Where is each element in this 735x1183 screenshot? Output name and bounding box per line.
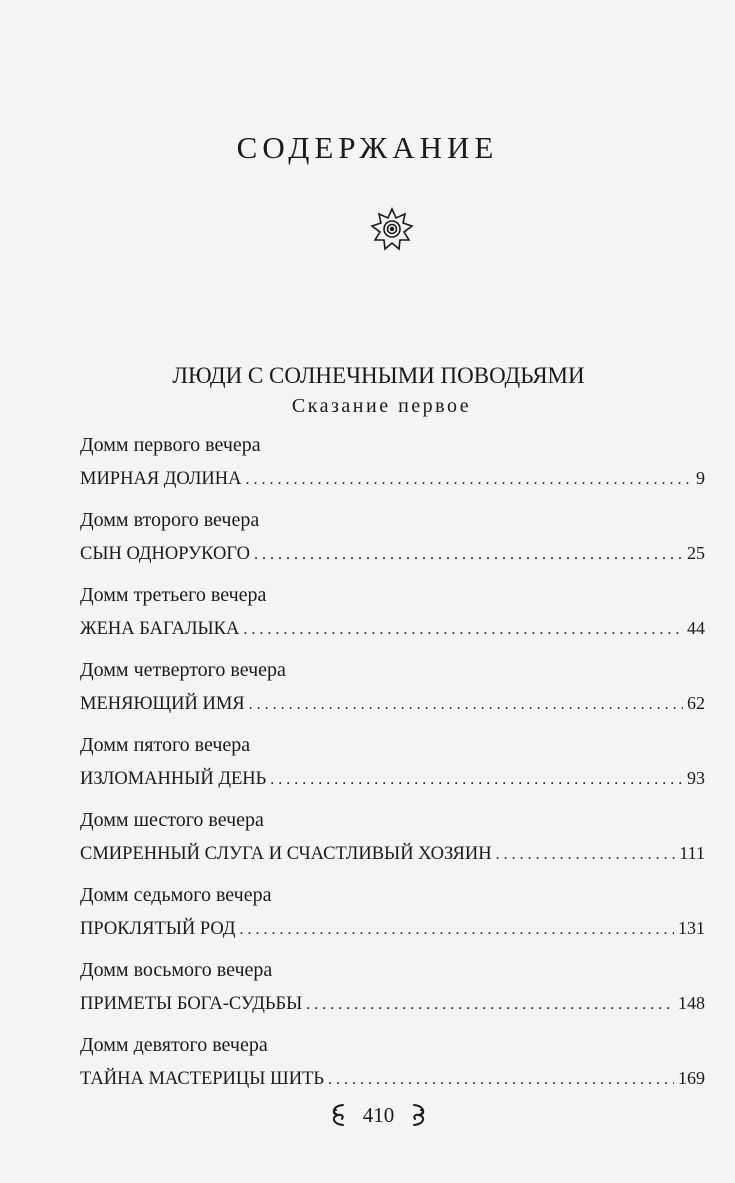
toc-chapter-title: ПРИМЕТЫ БОГА-СУДЬБЫ — [80, 994, 303, 1014]
toc-chapter-title: ИЗЛОМАННЫЙ ДЕНЬ — [80, 769, 267, 789]
toc-line[interactable] — [80, 693, 705, 715]
toc-line[interactable] — [80, 918, 705, 940]
page-footer — [0, 1102, 735, 1128]
toc-page-number: 9 — [696, 468, 705, 488]
toc-leader-dots — [243, 621, 683, 639]
right-curl-ornament-icon — [408, 1102, 430, 1128]
toc-page-number: 131 — [678, 918, 705, 938]
toc-chapter-title: МЕНЯЮЩИЙ ИМЯ — [80, 694, 245, 714]
toc-evening-label: Домм шестого вечера — [80, 809, 264, 831]
toc-chapter-title: ЖЕНА БАГАЛЫКА — [80, 619, 240, 639]
toc-chapter-title: СМИРЕННЫЙ СЛУГА И СЧАСТЛИВЫЙ ХОЗЯИН — [80, 844, 492, 864]
toc-line[interactable] — [80, 843, 705, 865]
toc-evening-label: Домм седьмого вечера — [80, 884, 272, 906]
toc-leader-dots — [496, 846, 676, 864]
table-of-contents — [80, 432, 705, 1107]
toc-leader-dots — [328, 1071, 674, 1089]
toc-evening-label: Домм третьего вечера — [80, 584, 267, 606]
toc-page-number: 111 — [679, 843, 705, 863]
toc-entry — [80, 582, 705, 657]
toc-line[interactable] — [80, 543, 705, 565]
toc-entry — [80, 657, 705, 732]
left-curl-ornament-icon — [327, 1102, 349, 1128]
toc-leader-dots — [249, 696, 683, 714]
sun-flower-ornament-icon — [367, 204, 417, 254]
toc-entry — [80, 957, 705, 1032]
toc-evening-label: Домм второго вечера — [80, 509, 260, 531]
toc-entry — [80, 507, 705, 582]
page-number: 410 — [362, 1102, 395, 1127]
toc-entry — [80, 807, 705, 882]
toc-chapter-title: ПРОКЛЯТЫЙ РОД — [80, 919, 236, 939]
toc-entry — [80, 432, 705, 507]
toc-line[interactable] — [80, 618, 705, 640]
toc-line[interactable] — [80, 468, 705, 490]
toc-line[interactable] — [80, 1068, 705, 1090]
toc-leader-dots — [306, 996, 674, 1014]
toc-chapter-title: МИРНАЯ ДОЛИНА — [80, 469, 242, 489]
toc-chapter-title: ТАЙНА МАСТЕРИЦЫ ШИТЬ — [80, 1069, 324, 1089]
toc-leader-dots — [245, 471, 692, 489]
toc-chapter-title: СЫН ОДНОРУКОГО — [80, 544, 250, 564]
page-title: СОДЕРЖАНИЕ — [236, 130, 499, 165]
part-title: ЛЮДИ С СОЛНЕЧНЫМИ ПОВОДЬЯМИ — [172, 363, 585, 388]
toc-leader-dots — [239, 921, 674, 939]
toc-entry — [80, 732, 705, 807]
toc-evening-label: Домм девятого вечера — [80, 1034, 268, 1056]
toc-page-number: 44 — [687, 618, 705, 638]
toc-evening-label: Домм восьмого вечера — [80, 959, 273, 981]
toc-line[interactable] — [80, 768, 705, 790]
toc-evening-label: Домм четвертого вечера — [80, 659, 286, 681]
toc-page-number: 25 — [687, 543, 705, 563]
part-subtitle: Сказание первое — [291, 395, 472, 417]
toc-line[interactable] — [80, 993, 705, 1015]
toc-evening-label: Домм первого вечера — [80, 434, 261, 456]
toc-evening-label: Домм пятого вечера — [80, 734, 251, 756]
toc-page-number: 169 — [678, 1068, 705, 1088]
toc-page-number: 62 — [687, 693, 705, 713]
toc-leader-dots — [270, 771, 683, 789]
toc-page-number: 93 — [687, 768, 705, 788]
toc-leader-dots — [254, 546, 683, 564]
toc-entry — [80, 1032, 705, 1107]
toc-entry — [80, 882, 705, 957]
toc-page-number: 148 — [678, 993, 705, 1013]
